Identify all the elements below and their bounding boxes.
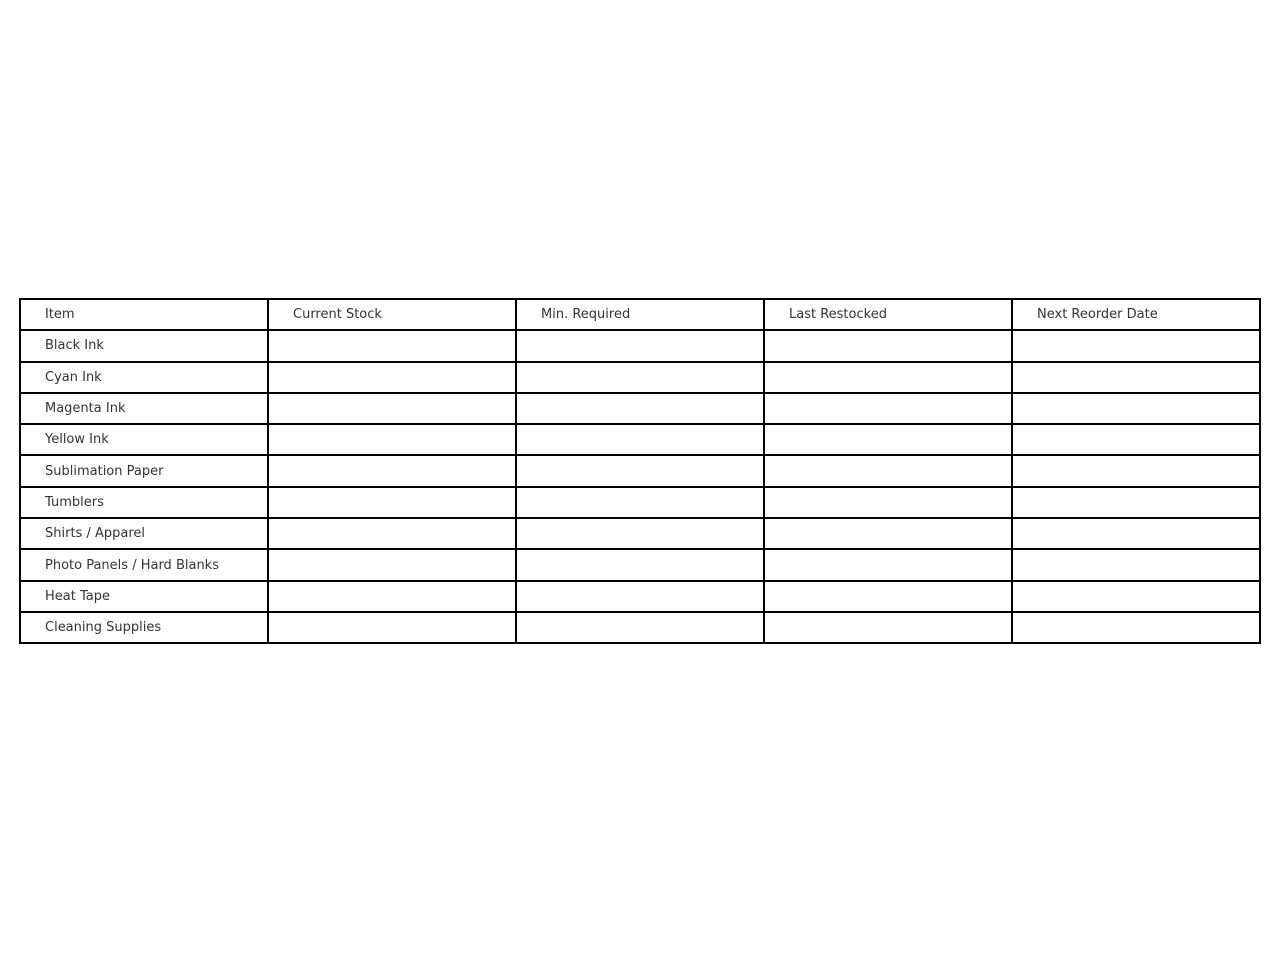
- cell-last-restocked[interactable]: [764, 487, 1012, 518]
- cell-last-restocked[interactable]: [764, 455, 1012, 486]
- cell-next-reorder-date[interactable]: [1012, 455, 1260, 486]
- cell-current-stock[interactable]: [268, 362, 516, 393]
- table-header-row: [20, 299, 1260, 330]
- cell-last-restocked[interactable]: [764, 424, 1012, 455]
- cell-current-stock[interactable]: [268, 581, 516, 612]
- cell-current-stock[interactable]: [268, 487, 516, 518]
- cell-min-required[interactable]: [516, 362, 764, 393]
- cell-min-required[interactable]: [516, 393, 764, 424]
- cell-next-reorder-date[interactable]: [1012, 487, 1260, 518]
- table-row: [20, 518, 1260, 549]
- cell-item: Photo Panels / Hard Blanks: [20, 549, 268, 580]
- table-row: [20, 549, 1260, 580]
- cell-next-reorder-date[interactable]: [1012, 612, 1260, 643]
- cell-min-required[interactable]: [516, 487, 764, 518]
- table-row: [20, 581, 1260, 612]
- cell-item: Sublimation Paper: [20, 455, 268, 486]
- cell-item: Heat Tape: [20, 581, 268, 612]
- cell-last-restocked[interactable]: [764, 362, 1012, 393]
- header-item: Item: [20, 299, 268, 330]
- cell-min-required[interactable]: [516, 424, 764, 455]
- table-row: [20, 362, 1260, 393]
- table-row: [20, 424, 1260, 455]
- cell-current-stock[interactable]: [268, 455, 516, 486]
- inventory-sheet: [19, 298, 1261, 644]
- cell-last-restocked[interactable]: [764, 393, 1012, 424]
- cell-item: Magenta Ink: [20, 393, 268, 424]
- cell-current-stock[interactable]: [268, 518, 516, 549]
- table-body: [20, 330, 1260, 643]
- cell-current-stock[interactable]: [268, 330, 516, 361]
- cell-next-reorder-date[interactable]: [1012, 424, 1260, 455]
- cell-item: Yellow Ink: [20, 424, 268, 455]
- cell-item: Shirts / Apparel: [20, 518, 268, 549]
- cell-min-required[interactable]: [516, 330, 764, 361]
- cell-current-stock[interactable]: [268, 424, 516, 455]
- cell-item: Cyan Ink: [20, 362, 268, 393]
- cell-next-reorder-date[interactable]: [1012, 581, 1260, 612]
- cell-item: Tumblers: [20, 487, 268, 518]
- cell-current-stock[interactable]: [268, 549, 516, 580]
- cell-last-restocked[interactable]: [764, 518, 1012, 549]
- cell-next-reorder-date[interactable]: [1012, 330, 1260, 361]
- header-last-restocked: Last Restocked: [764, 299, 1012, 330]
- cell-next-reorder-date[interactable]: [1012, 549, 1260, 580]
- table-row: [20, 487, 1260, 518]
- cell-next-reorder-date[interactable]: [1012, 362, 1260, 393]
- cell-min-required[interactable]: [516, 581, 764, 612]
- header-current-stock: Current Stock: [268, 299, 516, 330]
- cell-last-restocked[interactable]: [764, 330, 1012, 361]
- cell-min-required[interactable]: [516, 549, 764, 580]
- cell-min-required[interactable]: [516, 612, 764, 643]
- table-row: [20, 330, 1260, 361]
- table-row: [20, 393, 1260, 424]
- table-row: [20, 612, 1260, 643]
- cell-item: Cleaning Supplies: [20, 612, 268, 643]
- header-min-required: Min. Required: [516, 299, 764, 330]
- cell-last-restocked[interactable]: [764, 612, 1012, 643]
- cell-current-stock[interactable]: [268, 612, 516, 643]
- header-next-reorder-date: Next Reorder Date: [1012, 299, 1260, 330]
- inventory-table: [19, 298, 1261, 644]
- cell-min-required[interactable]: [516, 455, 764, 486]
- table-row: [20, 455, 1260, 486]
- cell-last-restocked[interactable]: [764, 549, 1012, 580]
- cell-current-stock[interactable]: [268, 393, 516, 424]
- cell-next-reorder-date[interactable]: [1012, 518, 1260, 549]
- cell-min-required[interactable]: [516, 518, 764, 549]
- cell-last-restocked[interactable]: [764, 581, 1012, 612]
- cell-item: Black Ink: [20, 330, 268, 361]
- cell-next-reorder-date[interactable]: [1012, 393, 1260, 424]
